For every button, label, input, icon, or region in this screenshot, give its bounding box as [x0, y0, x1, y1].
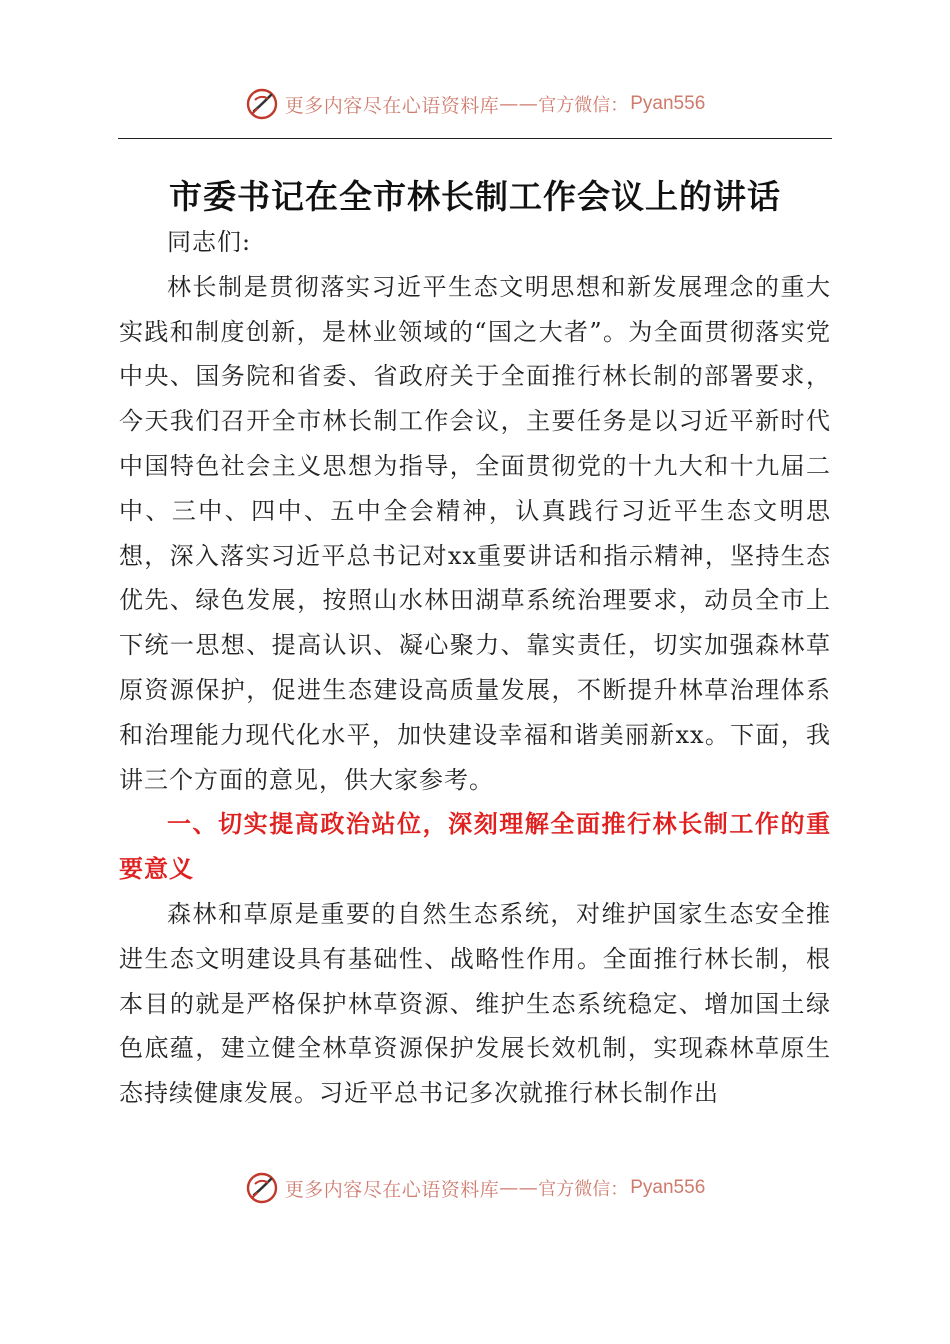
header-banner: [0, 82, 950, 126]
pen-logo-icon: [245, 1171, 279, 1205]
document-title: 市委书记在全市林长制工作会议上的讲话: [169, 177, 781, 216]
paragraph: 林长制是贯彻落实习近平生态文明思想和新发展理念的重大实践和制度创新，是林业领域的“国之大者”。为全面贯彻落实党中央、国务院和省委、省政府关于全面推行林长制的部署要求，今天我们召开全市林长制工作会议，主要任务是以习近平新时代中国特色社会主义思想为指导，全面贯彻党的十九大和十九届二中、三中、四中、五中全会精神，认真践行习近平生态文明思想，深入落实习近平总书记对xx重要讲话和指示精神，坚持生态优先、绿色发展，按照山水林田湖草系统治理要求，动员全市上下统一思想、提高认识、凝心聚力、靠实责任，切实加强森林草原资源保护，促进生态建设高质量发展，不断提升林草治理体系和治理能力现代化水平，加快建设幸福和谐美丽新xx。下面，我讲三个方面的意见，供大家参考。: [119, 272, 831, 794]
banner-dash: ——: [499, 1177, 539, 1199]
banner-text: 更多内容尽在心语资料库: [284, 1178, 500, 1201]
pen-logo-icon: [245, 87, 279, 121]
header-divider: [118, 138, 832, 139]
document-body: [119, 220, 831, 1116]
paragraph: 森林和草原是重要的自然生态系统，对维护国家生态安全推进生态文明建设具有基础性、战略性作用。全面推行林长制，根本目的就是严格保护林草资源、维护生态系统稳定、增加国土绿色底蕴，建立健全林草资源保护发展长效机制，实现森林草原生态持续健康发展。习近平总书记多次就推行林长制作出: [119, 899, 831, 1108]
banner-wechat-id: Pyan556: [630, 1177, 706, 1198]
banner-wechat-label: 官方微信：: [538, 1179, 629, 1200]
banner-text: 更多内容尽在心语资料库: [284, 94, 500, 117]
banner-dash: ——: [499, 93, 539, 115]
salutation: 同志们:: [167, 228, 252, 256]
footer-banner: [0, 1166, 950, 1210]
banner-wechat-label: 官方微信：: [538, 95, 629, 116]
banner-wechat-id: Pyan556: [630, 93, 706, 114]
section-heading: 一、切实提高政治站位，深刻理解全面推行林长制工作的重要意义: [119, 810, 831, 884]
